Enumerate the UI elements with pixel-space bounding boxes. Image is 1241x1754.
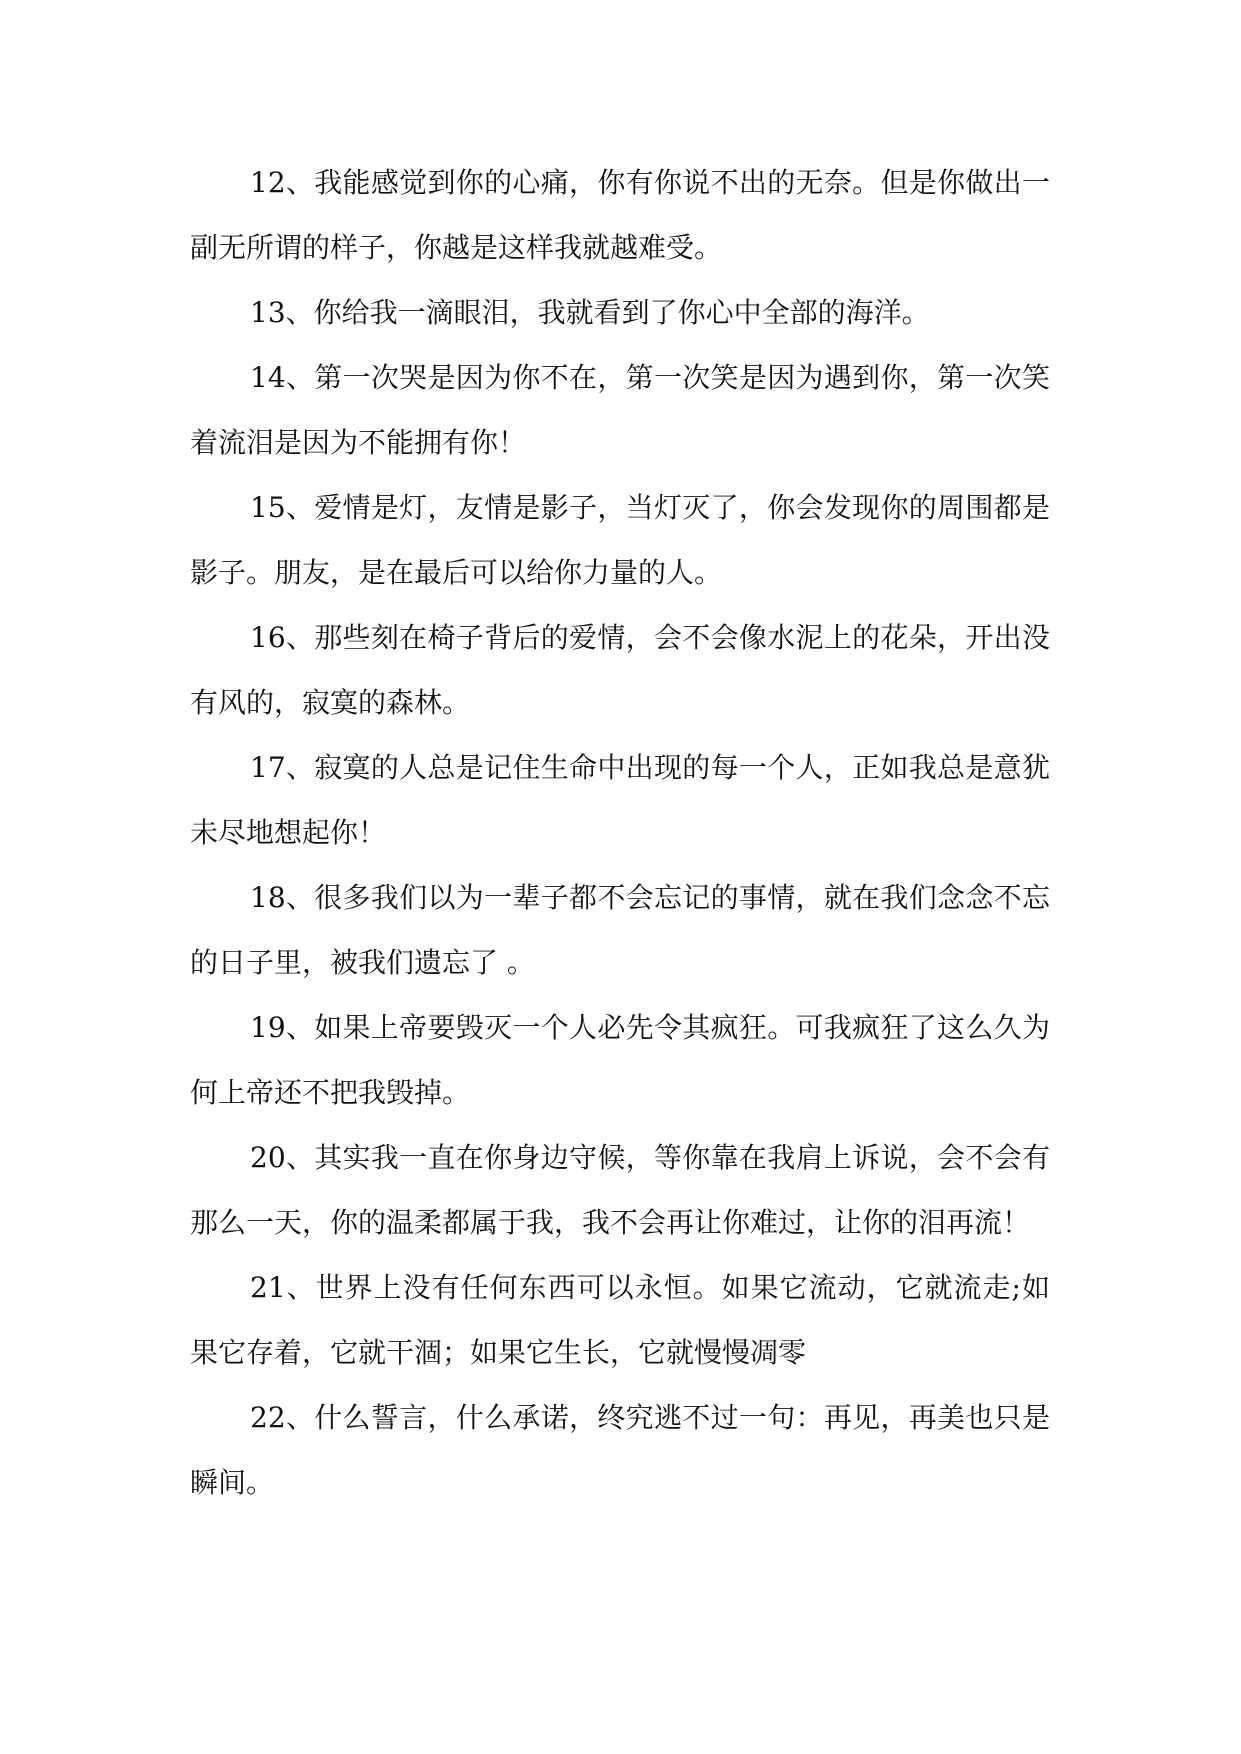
paragraph-19: 19、如果上帝要毁灭一个人必先令其疯狂。可我疯狂了这么久为何上帝还不把我毁掉。 bbox=[190, 1011, 1050, 1109]
paragraph-16: 16、那些刻在椅子背后的爱情，会不会像水泥上的花朵，开出没有风的，寂寞的森林。 bbox=[190, 621, 1050, 719]
paragraph-15: 15、爱情是灯，友情是影子，当灯灭了，你会发现你的周围都是影子。朋友，是在最后可以给你力量的人。 bbox=[190, 491, 1050, 589]
paragraph-13: 13、你给我一滴眼泪，我就看到了你心中全部的海洋。 bbox=[250, 296, 930, 329]
paragraph-14: 14、第一次哭是因为你不在，第一次笑是因为遇到你，第一次笑着流泪是因为不能拥有你！ bbox=[190, 361, 1050, 459]
paragraph-12: 12、我能感觉到你的心痛，你有你说不出的无奈。但是你做出一副无所谓的样子，你越是这样我就越难受。 bbox=[190, 166, 1050, 264]
paragraph-21: 21、世界上没有任何东西可以永恒。如果它流动，它就流走;如果它存着，它就干涸；如果它生长，它就慢慢凋零 bbox=[190, 1271, 1050, 1369]
paragraph-17: 17、寂寞的人总是记住生命中出现的每一个人，正如我总是意犹未尽地想起你！ bbox=[190, 751, 1050, 849]
paragraph-20: 20、其实我一直在你身边守候，等你靠在我肩上诉说，会不会有那么一天，你的温柔都属于我，我不会再让你难过，让你的泪再流！ bbox=[190, 1141, 1050, 1239]
paragraph-22: 22、什么誓言，什么承诺，终究逃不过一句：再见，再美也只是瞬间。 bbox=[190, 1401, 1050, 1499]
document-body bbox=[190, 150, 1050, 1515]
paragraph-18: 18、很多我们以为一辈子都不会忘记的事情，就在我们念念不忘的日子里，被我们遗忘了 。 bbox=[190, 881, 1050, 979]
